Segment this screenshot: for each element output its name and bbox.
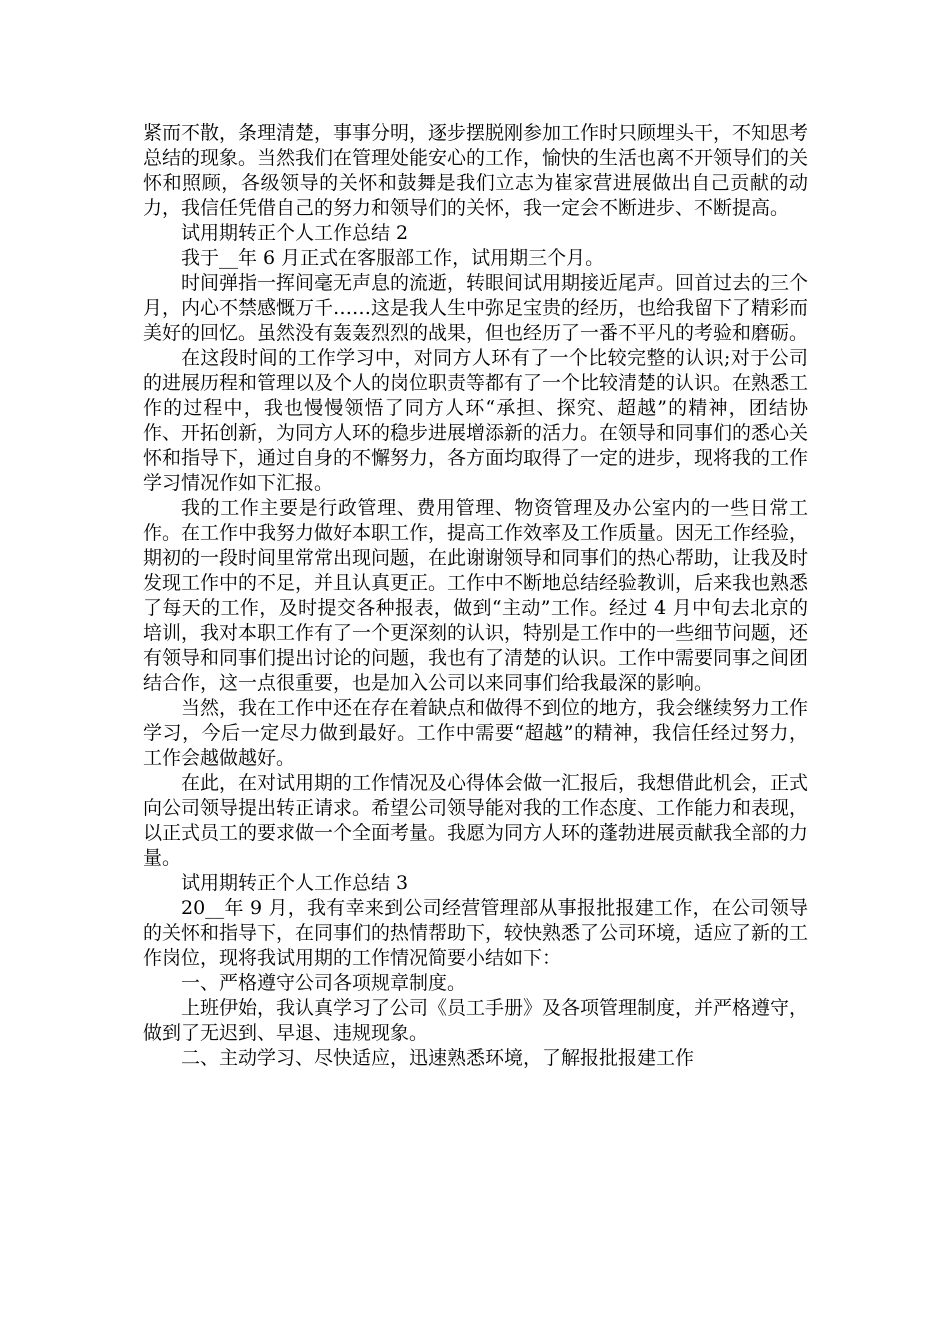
section-heading-2: 试用期转正个人工作总结 2 [181,222,409,244]
section-heading-3: 试用期转正个人工作总结 3 [181,872,409,894]
paragraph: 在这段时间的工作学习中，对同方人环有了一个比较完整的认识;对于公司的进展历程和管理以及个人的岗位职责等都有了一个比较清楚的认识。在熟悉工作的过程中，我也慢慢领悟了同方人环“承担、探究、超越”的精神，团结协作、开拓创新，为同方人环的稳步进展增添新的活力。在领导和同事们的悉心关怀和指导下，通过自身的不懈努力，各方面均取得了一定的进步，现将我的工作学习情况作如下汇报。 [143,347,809,494]
paragraph: 时间弹指一挥间毫无声息的流逝，转眼间试用期接近尾声。回首过去的三个月，内心不禁感慨万千……这是我人生中弥足宝贵的经历，也给我留下了精彩而美好的回忆。虽然没有轰轰烈烈的战果，但也经历了一番不平凡的考验和磨砺。 [143,272,809,344]
paragraph: 在此，在对试用期的工作情况及心得体会做一汇报后，我想借此机会，正式向公司领导提出转正请求。希望公司领导能对我的工作态度、工作能力和表现，以正式员工的要求做一个全面考量。我愿为同方人环的蓬勃进展贡献我全部的力量。 [143,772,809,869]
paragraph: 当然，我在工作中还在存在着缺点和做得不到位的地方，我会继续努力工作学习，今后一定尽力做到最好。工作中需要“超越”的精神，我信任经过努力，工作会越做越好。 [143,697,809,769]
paragraph: 我于__年 6 月正式在客服部工作，试用期三个月。 [181,247,605,269]
paragraph: 二、主动学习、尽快适应，迅速熟悉环境，了解报批报建工作 [181,1047,695,1069]
paragraph: 一、严格遵守公司各项规章制度。 [181,972,467,994]
document-body [143,121,808,1071]
paragraph-continuation: 紧而不散，条理清楚，事事分明，逐步摆脱刚参加工作时只顾埋头干，不知思考总结的现象。当然我们在管理处能安心的工作，愉快的生活也离不开领导们的关怀和照顾，各级领导的关怀和鼓舞是我们立志为崔家营进展做出自己贡献的动力，我信任凭借自己的努力和领导们的关怀，我一定会不断进步、不断提高。 [143,122,809,219]
paragraph: 上班伊始，我认真学习了公司《员工手册》及各项管理制度，并严格遵守，做到了无迟到、早退、违规现象。 [143,997,809,1044]
paragraph: 我的工作主要是行政管理、费用管理、物资管理及办公室内的一些日常工作。在工作中我努力做好本职工作，提高工作效率及工作质量。因无工作经验，期初的一段时间里常常出现问题，在此谢谢领导和同事们的热心帮助，让我及时发现工作中的不足，并且认真更正。工作中不断地总结经验教训，后来我也熟悉了每天的工作，及时提交各种报表，做到“主动”工作。经过 4 月中旬去北京的培训，我对本职工作有了一个更深刻的认识，特别是工作中的一些细节问题，还有领导和同事们提出讨论的问题，我也有了清楚的认识。工作中需要同事之间团结合作，这一点很重要，也是加入公司以来同事们给我最深的影响。 [143,497,809,694]
paragraph: 20__年 9 月，我有幸来到公司经营管理部从事报批报建工作，在公司领导的关怀和指导下，在同事们的热情帮助下，较快熟悉了公司环境，适应了新的工作岗位，现将我试用期的工作情况简要小结如下： [143,897,809,969]
